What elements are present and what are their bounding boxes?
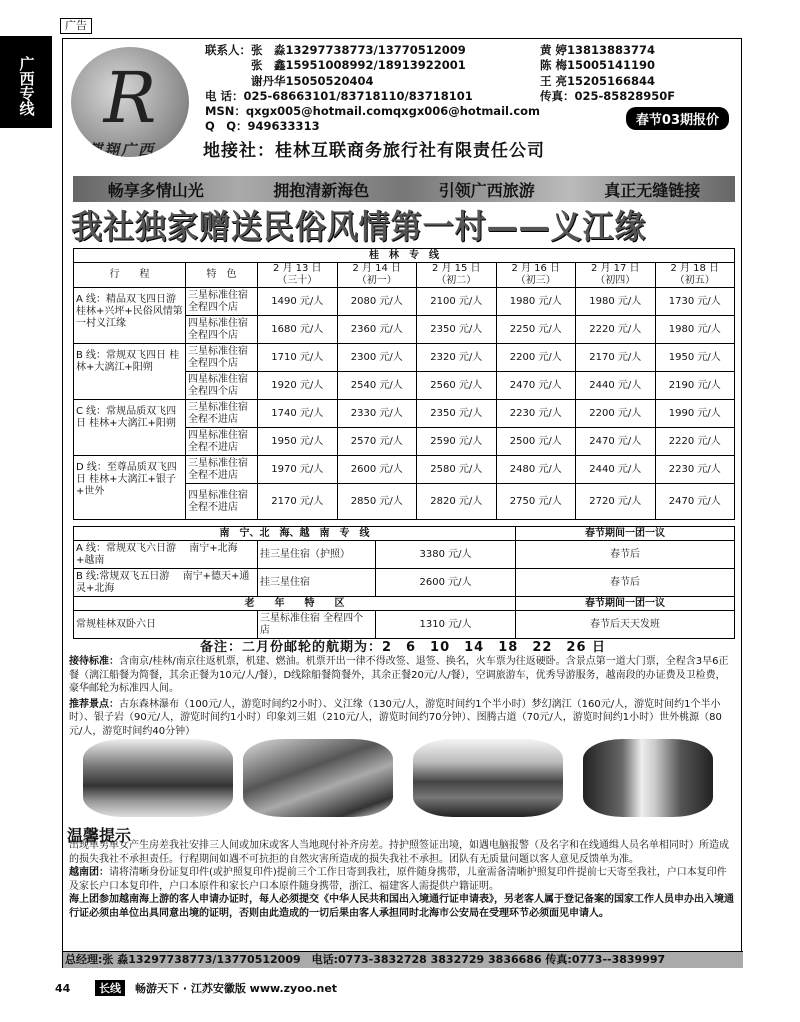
recommend-note: 推荐景点：古东森林瀑布（100元/人，游览时间约2小时）、义江缘（130元/人，游览时间约1个半小时）梦幻漓江（160元/人，游览时间约1个半小时）、银子岩（90元/人，游览时间约1小时）印象刘三姐（210元/人，游览时间约70分钟）、图腾古道（70元/人，游览时间约1小时）世外桃源（80元/人，游览时间约40分钟） xyxy=(69,698,722,737)
contact-row: 谢丹华15050520404 王 亮15205166844 xyxy=(205,73,656,88)
senior-price: 1310 元/人 xyxy=(376,611,516,639)
nbh-price: 3380 元/人 xyxy=(376,541,516,569)
price-cell: 2540 元/人 xyxy=(337,372,417,400)
guilin-price-table xyxy=(73,248,735,520)
price-cell: 2250 元/人 xyxy=(496,316,576,344)
table-row xyxy=(74,400,735,428)
feature-cell: 三星标准住宿 全程四个店 xyxy=(186,288,258,316)
col-feature: 特 色 xyxy=(186,263,258,288)
price-cell: 2470 元/人 xyxy=(576,428,656,456)
nbh-feature: 挂三星住宿（护照） xyxy=(258,541,376,569)
price-cell: 2100 元/人 xyxy=(417,288,497,316)
price-cell: 2850 元/人 xyxy=(337,484,417,520)
slogan: 引领广西旅游 xyxy=(438,180,535,200)
price-cell: 2600 元/人 xyxy=(337,456,417,484)
feature-cell: 三星标准住宿 全程不进店 xyxy=(186,400,258,428)
price-cell: 2500 元/人 xyxy=(496,428,576,456)
side-tab: 广西专线 xyxy=(0,36,52,128)
date-header: 2 月 15 日 （初二） xyxy=(417,263,497,288)
ad-tag: 广告 xyxy=(60,18,92,34)
price-cell: 2230 元/人 xyxy=(655,456,735,484)
publication-text: 畅游天下 · 江苏安徽版 www.zyoo.net xyxy=(135,982,338,995)
footer-contact-bar: 总经理:张 淼13297738773/13770512009 电话:0773-3832728 3832729 3836686 传真:0773--3839997 xyxy=(63,951,743,968)
operator-name: 地接社：桂林互联商务旅行社有限责任公司 xyxy=(203,141,545,161)
senior-note-title: 春节期间一团一议 xyxy=(516,597,735,611)
price-cell: 2480 元/人 xyxy=(496,456,576,484)
price-cell: 2300 元/人 xyxy=(337,344,417,372)
price-cell: 2470 元/人 xyxy=(655,484,735,520)
feature-cell: 四星标准住宿 全程四个店 xyxy=(186,316,258,344)
standard-note: 接待标准：含南京/桂林/南京往返机票，机建、燃油。机票开出一律不得改签、退签、换名，火车票为往返硬卧。含景点第一道大门票，全程含3早6正餐（漓江船餐为简餐，其余正餐为10元/人/餐），D线除船餐简餐外，其余正餐20元/人/餐），空调旅游车，优秀导游服务，越南段的办证费及卫检费，豪华邮轮为标准四人间。 xyxy=(69,656,729,694)
photo-river-rafts xyxy=(83,739,233,817)
price-cell: 2330 元/人 xyxy=(337,400,417,428)
table-row xyxy=(74,288,735,316)
ad-frame xyxy=(62,38,742,968)
price-cell: 2170 元/人 xyxy=(258,484,338,520)
contact-row: Q Q：949633313 xyxy=(205,119,320,134)
price-cell: 1490 元/人 xyxy=(258,288,338,316)
page-footer xyxy=(55,980,337,996)
price-cell: 2360 元/人 xyxy=(337,316,417,344)
tip-general: 出现单男单女产生房差我社安排三人间或加床或客人当地现付补齐房差。持护照签证出境，如遇电脑报警（及名字和在线通缉人员名单相同时）所造成的损失我社不承担责任。行程期间如遇不可抗拒的自然灾害所造成的损失我社不承担。团队有无质量问题以客人意见反馈单为准。 xyxy=(69,840,729,865)
senior-route: 常规桂林双卧六日 xyxy=(74,611,258,639)
table-row xyxy=(74,541,735,569)
nbh-feature: 挂三星住宿 xyxy=(258,569,376,597)
feature-cell: 四星标准住宿 全程不进店 xyxy=(186,428,258,456)
nbh-title-note: 春节期间一团一议 xyxy=(516,527,735,541)
feature-cell: 四星标准住宿 全程不进店 xyxy=(186,484,258,520)
feature-cell: 三星标准住宿 全程四个店 xyxy=(186,344,258,372)
table-row xyxy=(74,611,735,639)
nbh-route: A 线：常规双飞六日游 南宁+北海+越南 xyxy=(74,541,258,569)
price-badge: 春节03期报价 xyxy=(626,107,729,130)
nbh-price-table xyxy=(73,526,735,639)
tip-sea-tour: 海上团参加越南海上游的客人申请办证时，每人必须提交《中华人民共和国出入境通行证申请表》，另老客人属于登记备案的国家工作人员申办出入境通行证必须由单位出具同意出境的证明，否则由此造成的一切后果由客人承担同时北海市公安局在受理环节必须面见申请人。 xyxy=(69,894,734,919)
photo-folk-village xyxy=(243,739,393,817)
price-cell: 1920 元/人 xyxy=(258,372,338,400)
nbh-route: B 线:常规双飞五日游 南宁+德天+通灵+北海 xyxy=(74,569,258,597)
price-cell: 1730 元/人 xyxy=(655,288,735,316)
photo-waterfall xyxy=(583,739,713,817)
nbh-title: 南 宁、北 海、越 南 专 线 xyxy=(74,527,516,541)
slogan: 畅享多情山光 xyxy=(107,180,204,200)
slogan-bar xyxy=(73,176,735,202)
price-cell: 1680 元/人 xyxy=(258,316,338,344)
col-route: 行 程 xyxy=(74,263,186,288)
price-cell: 2580 元/人 xyxy=(417,456,497,484)
price-cell: 1990 元/人 xyxy=(655,400,735,428)
price-cell: 2560 元/人 xyxy=(417,372,497,400)
price-cell: 2220 元/人 xyxy=(576,316,656,344)
guilin-title: 桂 林 专 线 xyxy=(74,249,735,263)
notes-block xyxy=(69,655,735,738)
tips-title: 温馨提示 xyxy=(67,826,132,845)
price-cell: 2200 元/人 xyxy=(496,344,576,372)
contact-row: 联系人：张 淼13297738773/13770512009 黄 婷13813883774 xyxy=(205,43,656,57)
logo-letter: R xyxy=(103,57,157,139)
headline: 我社独家赠送民俗风情第一村——义江缘 xyxy=(71,207,647,246)
price-cell: 1950 元/人 xyxy=(258,428,338,456)
price-cell: 2570 元/人 xyxy=(337,428,417,456)
table-row xyxy=(74,344,735,372)
senior-title: 老 年 特 区 xyxy=(74,597,516,611)
price-cell: 2190 元/人 xyxy=(655,372,735,400)
date-header: 2 月 14 日 （初一） xyxy=(337,263,417,288)
contact-row: 电 话：025-68663101/83718110/83718101 传真：025-85828950F xyxy=(205,88,676,103)
price-cell: 2720 元/人 xyxy=(576,484,656,520)
nbh-price: 2600 元/人 xyxy=(376,569,516,597)
scenery-photos xyxy=(83,739,723,819)
page-number: 44 xyxy=(55,981,71,995)
price-cell: 2440 元/人 xyxy=(576,372,656,400)
price-cell: 2820 元/人 xyxy=(417,484,497,520)
price-cell: 2200 元/人 xyxy=(576,400,656,428)
feature-cell: 四星标准住宿 全程四个店 xyxy=(186,372,258,400)
slogan: 真正无缝链接 xyxy=(604,180,701,200)
price-cell: 1970 元/人 xyxy=(258,456,338,484)
contact-row: 张 鑫15951008992/18913922001 陈 梅15005141190 xyxy=(205,58,656,73)
brand-badge: 长线 xyxy=(95,980,125,996)
price-cell: 2350 元/人 xyxy=(417,316,497,344)
tips-block xyxy=(69,839,735,921)
senior-feature: 三星标准住宿 全程四个店 xyxy=(258,611,376,639)
price-cell: 2320 元/人 xyxy=(417,344,497,372)
price-cell: 2470 元/人 xyxy=(496,372,576,400)
date-header: 2 月 16 日 （初三） xyxy=(496,263,576,288)
table-row xyxy=(74,569,735,597)
price-cell: 2220 元/人 xyxy=(655,428,735,456)
price-cell: 2080 元/人 xyxy=(337,288,417,316)
price-cell: 1740 元/人 xyxy=(258,400,338,428)
price-cell: 2440 元/人 xyxy=(576,456,656,484)
contact-row: MSN：qxgx005@hotmail.comqxgx006@hotmail.com xyxy=(205,104,541,119)
date-header: 2 月 13 日 （三十） xyxy=(258,263,338,288)
price-cell: 2590 元/人 xyxy=(417,428,497,456)
route-name: C 线：常规品质双飞四日 桂林+大漓江+阳朔 xyxy=(74,400,186,456)
price-cell: 1980 元/人 xyxy=(576,288,656,316)
price-cell: 2170 元/人 xyxy=(576,344,656,372)
price-cell: 2230 元/人 xyxy=(496,400,576,428)
price-cell: 1980 元/人 xyxy=(496,288,576,316)
cruise-schedule: 备注：二月份邮轮的航期为：2 6 10 14 18 22 26 日 xyxy=(199,640,607,655)
slogan: 拥抱清新海色 xyxy=(273,180,370,200)
company-logo xyxy=(71,47,189,157)
tip-vietnam: 越南团：请将清晰身份证复印件(或护照复印件)提前三个工作日寄到我社，原件随身携带，儿童需备清晰护照复印件提前七天寄至我社，户口本复印件及家长户口本复印件，户口本原件和家长户口本原件随身携带，浙江、福建客人需提供户籍证明。 xyxy=(69,867,727,892)
price-cell: 1980 元/人 xyxy=(655,316,735,344)
senior-note: 春节后天天发班 xyxy=(516,611,735,639)
table-header-row xyxy=(74,263,735,288)
route-name: D 线：至尊品质双飞四日 桂林+大漓江+银子+世外 xyxy=(74,456,186,520)
nbh-note: 春节后 xyxy=(516,569,735,597)
table-row xyxy=(74,456,735,484)
price-cell: 1710 元/人 xyxy=(258,344,338,372)
date-header: 2 月 18 日 （初五） xyxy=(655,263,735,288)
date-header: 2 月 17 日 （初四） xyxy=(576,263,656,288)
nbh-note: 春节后 xyxy=(516,541,735,569)
price-cell: 2750 元/人 xyxy=(496,484,576,520)
price-cell: 1950 元/人 xyxy=(655,344,735,372)
feature-cell: 三星标准住宿 全程不进店 xyxy=(186,456,258,484)
route-name: B 线：常规双飞四日 桂林+大漓江+阳朔 xyxy=(74,344,186,400)
route-name: A 线：精品双飞四日游 桂林+兴坪+民俗风情第一村义江缘 xyxy=(74,288,186,344)
logo-text: 麒翔广西 xyxy=(87,141,156,157)
photo-karst-mountains xyxy=(413,739,563,817)
price-cell: 2350 元/人 xyxy=(417,400,497,428)
